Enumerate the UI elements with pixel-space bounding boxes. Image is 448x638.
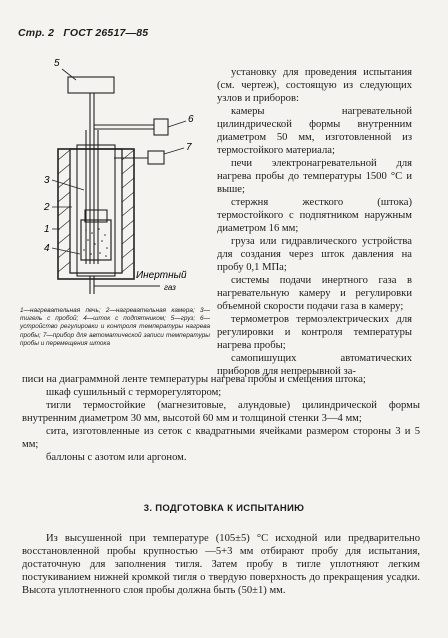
right-column: [217, 66, 412, 378]
label-4: 4: [44, 243, 50, 254]
paragraph: установку для проведения испытания (см. чертеж), состоящую из следующих узлов и приборов:: [217, 67, 412, 104]
standard-code: ГОСТ 26517—85: [63, 27, 149, 39]
section-body: [22, 532, 420, 597]
paragraph: самопишущих автоматических приборов для непрерывной за-: [217, 353, 412, 377]
paragraph: термометров термоэлектрических для регулировки и контроля температуры нагрева пробы;: [217, 314, 412, 351]
paragraph: писи на диаграммной ленте температуры нагрева пробы и смещения штока;: [22, 374, 366, 385]
paragraph: стержня жесткого (штока) термостойкого с подпятником наружным диаметром 16 мм;: [217, 197, 412, 234]
gas-sublabel: газ: [164, 283, 176, 292]
figure-caption: 1—нагревательная печь; 2—нагревательная камера; 3—тигель с пробой; 4—шток с подпятником; 5—груз; 6—устройство регулировки и контроля температуры нагрева пробы; 7—прибор для автоматической записи температуры пробы и перемещения штока: [20, 307, 210, 347]
gas-label: Инертный: [136, 270, 187, 281]
page-header: [18, 27, 154, 39]
paragraph: тигли термостойкие (магнезитовые, алундовые) цилиндрической формы внутренним диаметром 30 мм, высотой 60 мм и толщиной стенки 3—4 мм;: [22, 400, 420, 424]
label-6: 6: [188, 114, 194, 125]
label-2: 2: [44, 202, 50, 213]
paragraph: сита, изготовленные из сеток с квадратными ячейками размером стороны 3 и 5 мм;: [22, 426, 420, 450]
paragraph: печи электронагревательной для нагрева пробы до температуры 1500 °С и выше;: [217, 158, 412, 195]
label-3: 3: [44, 175, 50, 186]
paragraph: груза или гидравлического устройства для создания через шток давления на пробу 0,1 МПа;: [217, 236, 412, 273]
full-width-list: [22, 373, 420, 464]
paragraph: шкаф сушильный с терморегулятором;: [46, 387, 222, 398]
paragraph: Из высушенной при температуре (105±5) °С исходной или предварительно восстановленной пробы крупностью —5+3 мм отбирают пробу для испытания, достаточную для заполнения тигля. Затем пробу в тигле уплотняют легким постукиванием нижней кромкой тигля о твердую поверхность до прекращения усадки. Высота уплотненного слоя пробы должна быть (50±1) мм.: [22, 533, 420, 596]
label-7: 7: [186, 142, 192, 153]
apparatus-figure: [14, 50, 210, 300]
section-title: 3. ПОДГОТОВКА К ИСПЫТАНИЮ: [143, 503, 305, 514]
paragraph: камеры нагревательной цилиндрической формы внутренним диаметром 50 мм, изготовленной из термостойкого материала;: [217, 106, 412, 156]
paragraph: баллоны с азотом или аргоном.: [46, 452, 187, 463]
paragraph: системы подачи инертного газа в нагревательную камеру и регулировки объемной скорости подачи газа в камеру;: [217, 275, 412, 312]
label-5: 5: [54, 58, 60, 69]
page-number: Стр. 2: [18, 27, 55, 39]
label-1: 1: [44, 224, 50, 235]
